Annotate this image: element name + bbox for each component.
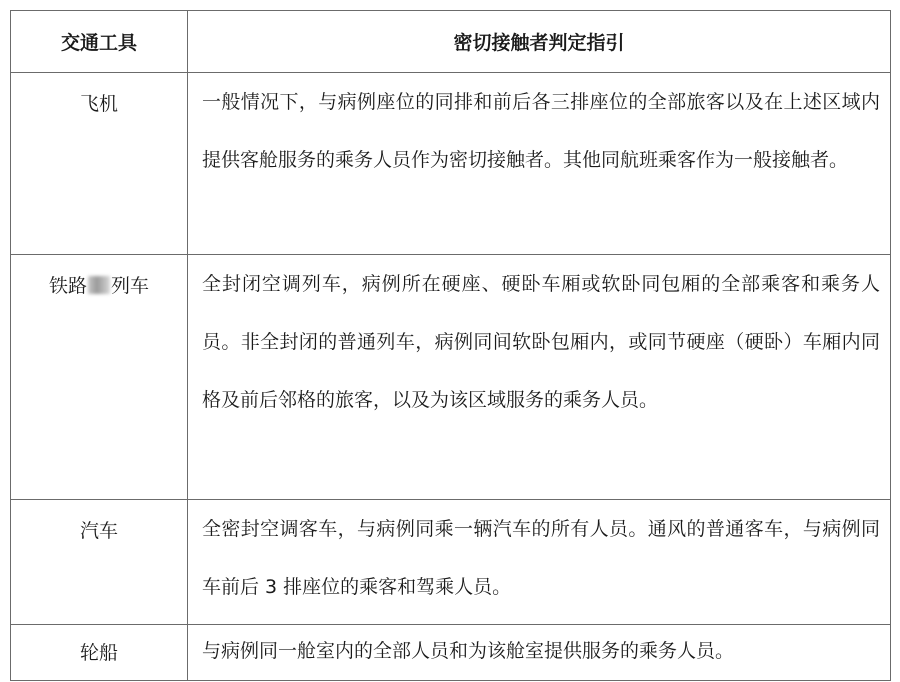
- header-vehicle: 交通工具: [11, 11, 188, 73]
- vehicle-cell: 汽车: [11, 500, 188, 625]
- guide-cell: 一般情况下，与病例座位的同排和前后各三排座位的全部旅客以及在上述区域内提供客舱服务的乘务人员作为密切接触者。其他同航班乘客作为一般接触者。: [188, 73, 891, 255]
- header-guide: 密切接触者判定指引: [188, 11, 891, 73]
- table-header-row: [11, 11, 891, 73]
- table-row: [11, 625, 891, 681]
- vehicle-text-start: 铁路: [48, 275, 87, 297]
- contact-guide-table: [10, 10, 891, 681]
- vehicle-cell: 飞机: [11, 73, 188, 255]
- vehicle-cell: 轮船: [11, 625, 188, 681]
- redacted-text: [88, 276, 110, 294]
- vehicle-text-end: 列车: [111, 275, 150, 297]
- vehicle-cell: [11, 255, 188, 500]
- guide-cell: 全封闭空调列车，病例所在硬座、硬卧车厢或软卧同包厢的全部乘客和乘务人员。非全封闭的普通列车，病例同间软卧包厢内，或同节硬座（硬卧）车厢内同格及前后邻格的旅客，以及为该区域服务的乘务人员。: [188, 255, 891, 500]
- table-row: [11, 255, 891, 500]
- table-row: [11, 500, 891, 625]
- guide-cell: 与病例同一舱室内的全部人员和为该舱室提供服务的乘务人员。: [188, 625, 891, 681]
- table-row: [11, 73, 891, 255]
- guide-cell: 全密封空调客车，与病例同乘一辆汽车的所有人员。通风的普通客车，与病例同车前后 3 排座位的乘客和驾乘人员。: [188, 500, 891, 625]
